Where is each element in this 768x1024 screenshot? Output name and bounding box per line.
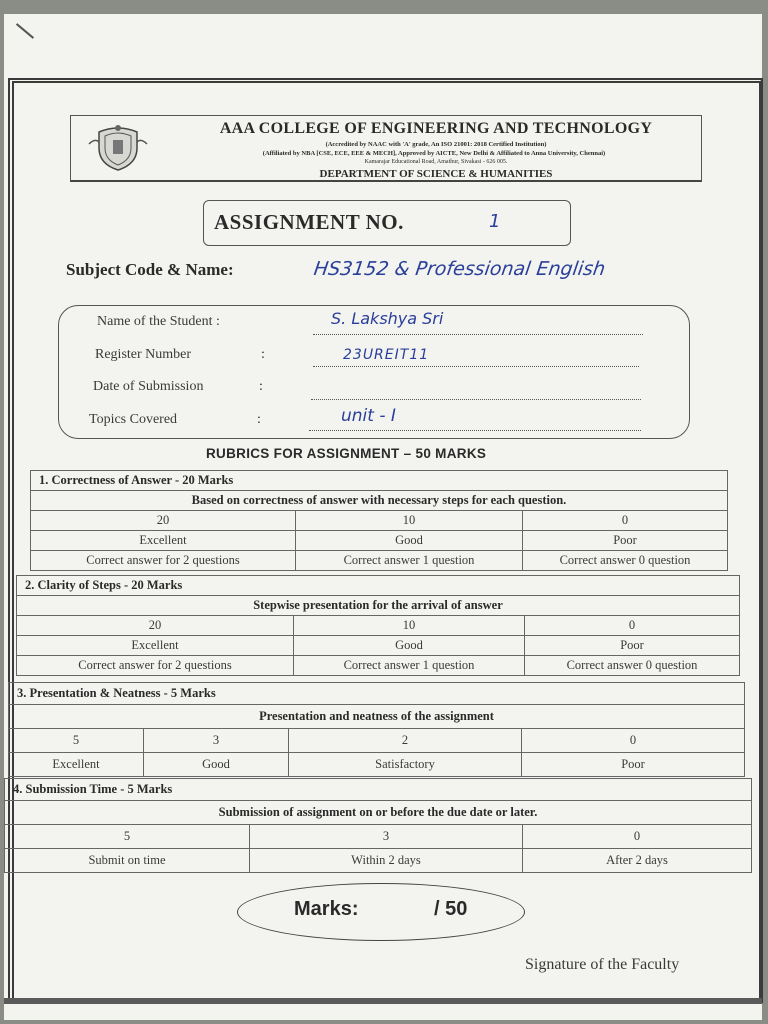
grade-cell: Poor (523, 531, 728, 551)
grade-cell: Excellent (31, 531, 296, 551)
criteria-cell: Correct answer for 2 questions (17, 656, 294, 676)
score-cell: 0 (522, 729, 745, 753)
score-cell: 3 (250, 825, 523, 849)
grade-cell: Excellent (9, 753, 144, 777)
assignment-title: ASSIGNMENT NO. (214, 210, 404, 234)
college-emblem-icon (87, 122, 149, 172)
topics-covered-line (309, 430, 641, 431)
section-description: Submission of assignment on or before the due date or later. (5, 801, 752, 825)
score-cell: 10 (296, 511, 523, 531)
criteria-cell: Correct answer 1 question (296, 551, 523, 571)
rubrics-title: RUBRICS FOR ASSIGNMENT – 50 MARKS (206, 446, 487, 461)
assignment-title-box (203, 200, 571, 246)
bottom-border (4, 998, 762, 1004)
address-line: Kamarajar Educational Road, Amathur, Sivakasi - 626 005. (364, 159, 508, 165)
score-cell: 2 (289, 729, 522, 753)
marks-label: Marks: (294, 898, 359, 920)
score-cell: 10 (294, 616, 525, 636)
section-title: 2. Clarity of Steps - 20 Marks (17, 576, 740, 596)
section-title: 3. Presentation & Neatness - 5 Marks (9, 683, 745, 705)
section-description: Presentation and neatness of the assignment (9, 705, 745, 729)
score-cell: 5 (9, 729, 144, 753)
grade-cell: Within 2 days (250, 849, 523, 873)
score-cell: 0 (523, 825, 752, 849)
rubric-section-clarity (16, 575, 740, 676)
grade-cell: Submit on time (5, 849, 250, 873)
grade-cell: Good (294, 636, 525, 656)
topics-covered-label: Topics Covered (89, 412, 178, 427)
rubric-section-presentation (8, 682, 745, 777)
grade-cell: Poor (522, 753, 745, 777)
score-cell: 0 (523, 511, 728, 531)
faculty-signature-label: Signature of the Faculty (525, 956, 680, 973)
criteria-cell: Correct answer 1 question (294, 656, 525, 676)
college-name: AAA COLLEGE OF ENGINEERING AND TECHNOLOGY (219, 120, 653, 137)
grade-cell: Satisfactory (289, 753, 522, 777)
grade-cell: After 2 days (523, 849, 752, 873)
student-name-label: Name of the Student : (97, 314, 220, 329)
score-cell: 0 (525, 616, 740, 636)
marks-total: / 50 (434, 898, 468, 920)
section-title: 1. Correctness of Answer - 20 Marks (31, 471, 728, 491)
topics-covered-colon: : (257, 412, 261, 427)
topics-covered-value[interactable]: unit - I (341, 406, 396, 426)
register-number-label: Register Number (95, 347, 192, 362)
submission-date-colon: : (259, 379, 263, 394)
score-cell: 20 (31, 511, 296, 531)
assignment-number: 1 (489, 211, 501, 232)
score-cell: 3 (144, 729, 289, 753)
affiliation-line: (Affiliated by NBA [CSE, ECE, EEE & MECH], Approved by AICTE, New Delhi & Affiliated to Anna University, Chennai) (262, 150, 606, 157)
grade-cell: Excellent (17, 636, 294, 656)
rubric-section-submission (4, 778, 752, 873)
section-description: Based on correctness of answer with necessary steps for each question. (31, 491, 728, 511)
register-number-line (313, 366, 639, 367)
subject-label: Subject Code & Name: (66, 260, 234, 279)
department-name: DEPARTMENT OF SCIENCE & HUMANITIES (319, 168, 553, 180)
grade-cell: Poor (525, 636, 740, 656)
grade-cell: Good (144, 753, 289, 777)
submission-date-line (311, 399, 641, 400)
subject-value[interactable]: HS3152 & Professional English (312, 258, 607, 280)
register-number-value[interactable]: 23UREIT11 (343, 347, 430, 363)
college-header (70, 115, 702, 182)
criteria-cell: Correct answer for 2 questions (31, 551, 296, 571)
student-name-line (313, 334, 643, 335)
grade-cell: Good (296, 531, 523, 551)
submission-date-label: Date of Submission (93, 379, 204, 394)
marks-box (237, 883, 525, 941)
student-name-value[interactable]: S. Lakshya Sri (331, 309, 444, 328)
criteria-cell: Correct answer 0 question (523, 551, 728, 571)
rubric-section-correctness (30, 470, 728, 571)
section-title: 4. Submission Time - 5 Marks (5, 779, 752, 801)
section-description: Stepwise presentation for the arrival of answer (17, 596, 740, 616)
student-details-box (58, 305, 690, 439)
register-number-colon: : (261, 347, 265, 362)
score-cell: 5 (5, 825, 250, 849)
score-cell: 20 (17, 616, 294, 636)
criteria-cell: Correct answer 0 question (525, 656, 740, 676)
accreditation-line: (Accredited by NAAC with 'A' grade, An ISO 21001: 2018 Certified Institution) (325, 141, 547, 148)
